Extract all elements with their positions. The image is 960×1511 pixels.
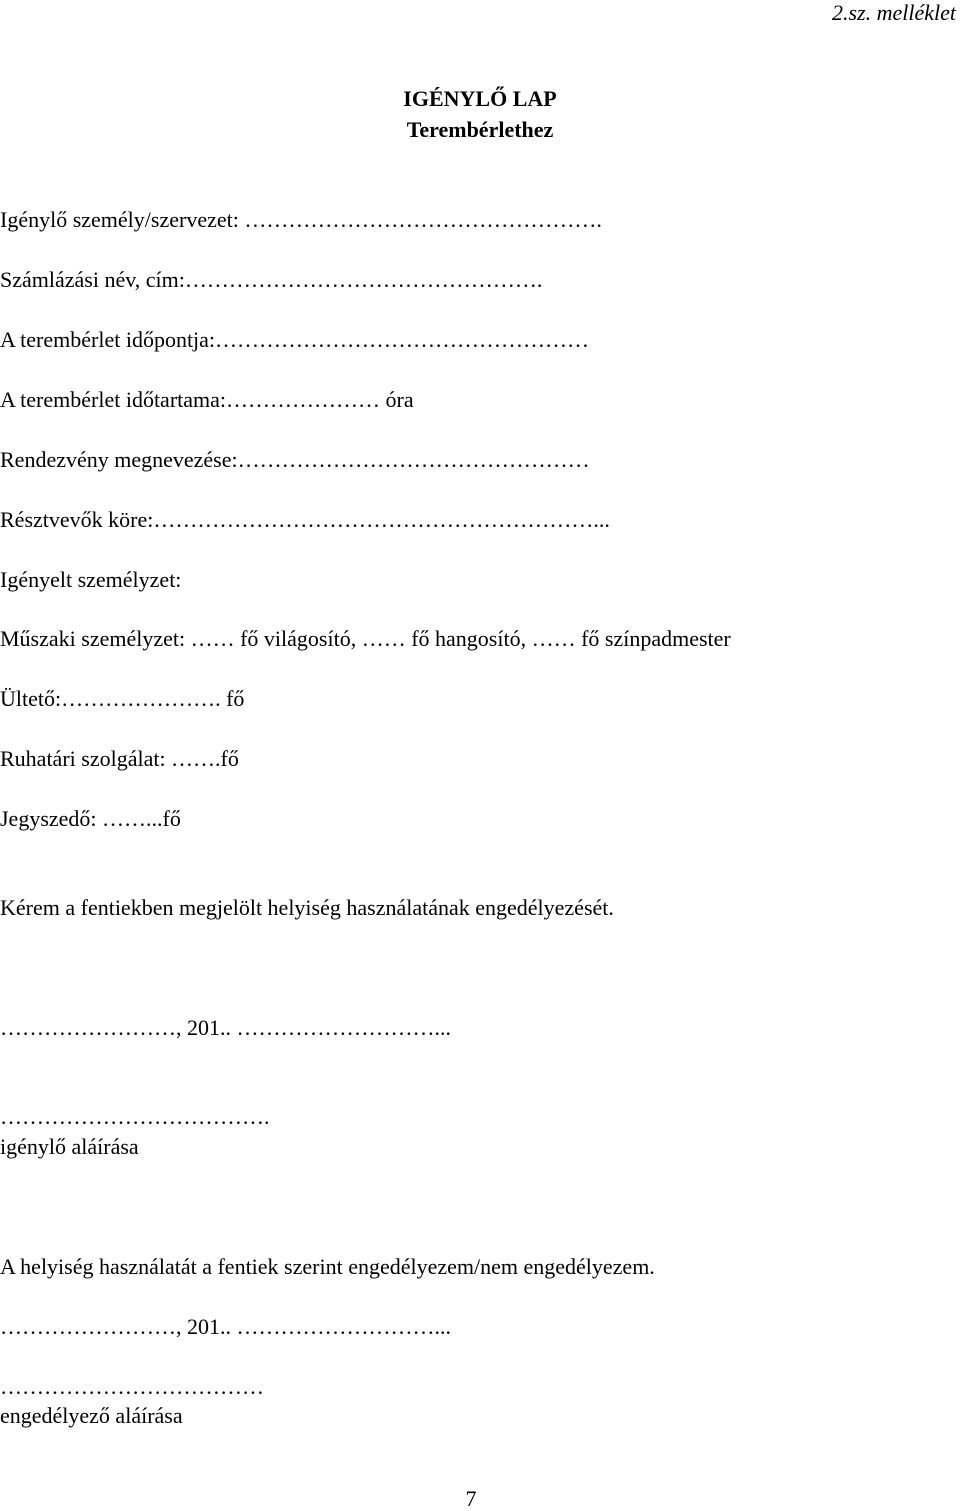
document-annex-label: 2.sz. melléklet <box>831 0 956 25</box>
approver-signature-label: engedélyező aláírása <box>0 1403 183 1428</box>
staff-heading: Igényelt személyzet: <box>0 567 182 592</box>
event-name-field: Rendezvény megnevezése:………………………………………… <box>0 447 590 472</box>
rental-duration-field: A terembérlet időtartama:………………… óra <box>0 387 414 412</box>
cloakroom-field: Ruhatári szolgálat: …….fő <box>0 746 239 771</box>
document-title: IGÉNYLŐ LAP <box>403 86 557 111</box>
document-subtitle: Terembérlethez <box>406 117 554 142</box>
applicant-field: Igénylő személy/szervezet: …………………………………………. <box>0 207 602 232</box>
applicant-signature-line: ………………………………. <box>0 1104 270 1129</box>
page-number: 7 <box>465 1486 477 1511</box>
participants-field: Résztvevők köre:……………………………………………………... <box>0 507 610 532</box>
applicant-place-date-line: ……………………, 201.. ………………………... <box>0 1015 451 1040</box>
approver-signature-line: ……………………………… <box>0 1374 264 1399</box>
request-statement: Kérem a fentiekben megjelölt helyiség használatának engedélyezését. <box>0 895 614 920</box>
rental-date-field: A terembérlet időpontja:…………………………………………… <box>0 327 590 352</box>
billing-field: Számlázási név, cím:…………………………………………. <box>0 267 543 292</box>
applicant-signature-label: igénylő aláírása <box>0 1134 139 1159</box>
technical-staff-field: Műszaki személyzet: …… fő világosító, …… fő hangosító, …… fő színpadmester <box>0 626 731 651</box>
ticket-checker-field: Jegyszedő: ……...fő <box>0 806 181 831</box>
approval-statement: A helyiség használatát a fentiek szerint engedélyezem/nem engedélyezem. <box>0 1254 655 1279</box>
usher-field: Ültető:…………………. fő <box>0 686 245 711</box>
approver-place-date-line: ……………………, 201.. ………………………... <box>0 1314 451 1339</box>
